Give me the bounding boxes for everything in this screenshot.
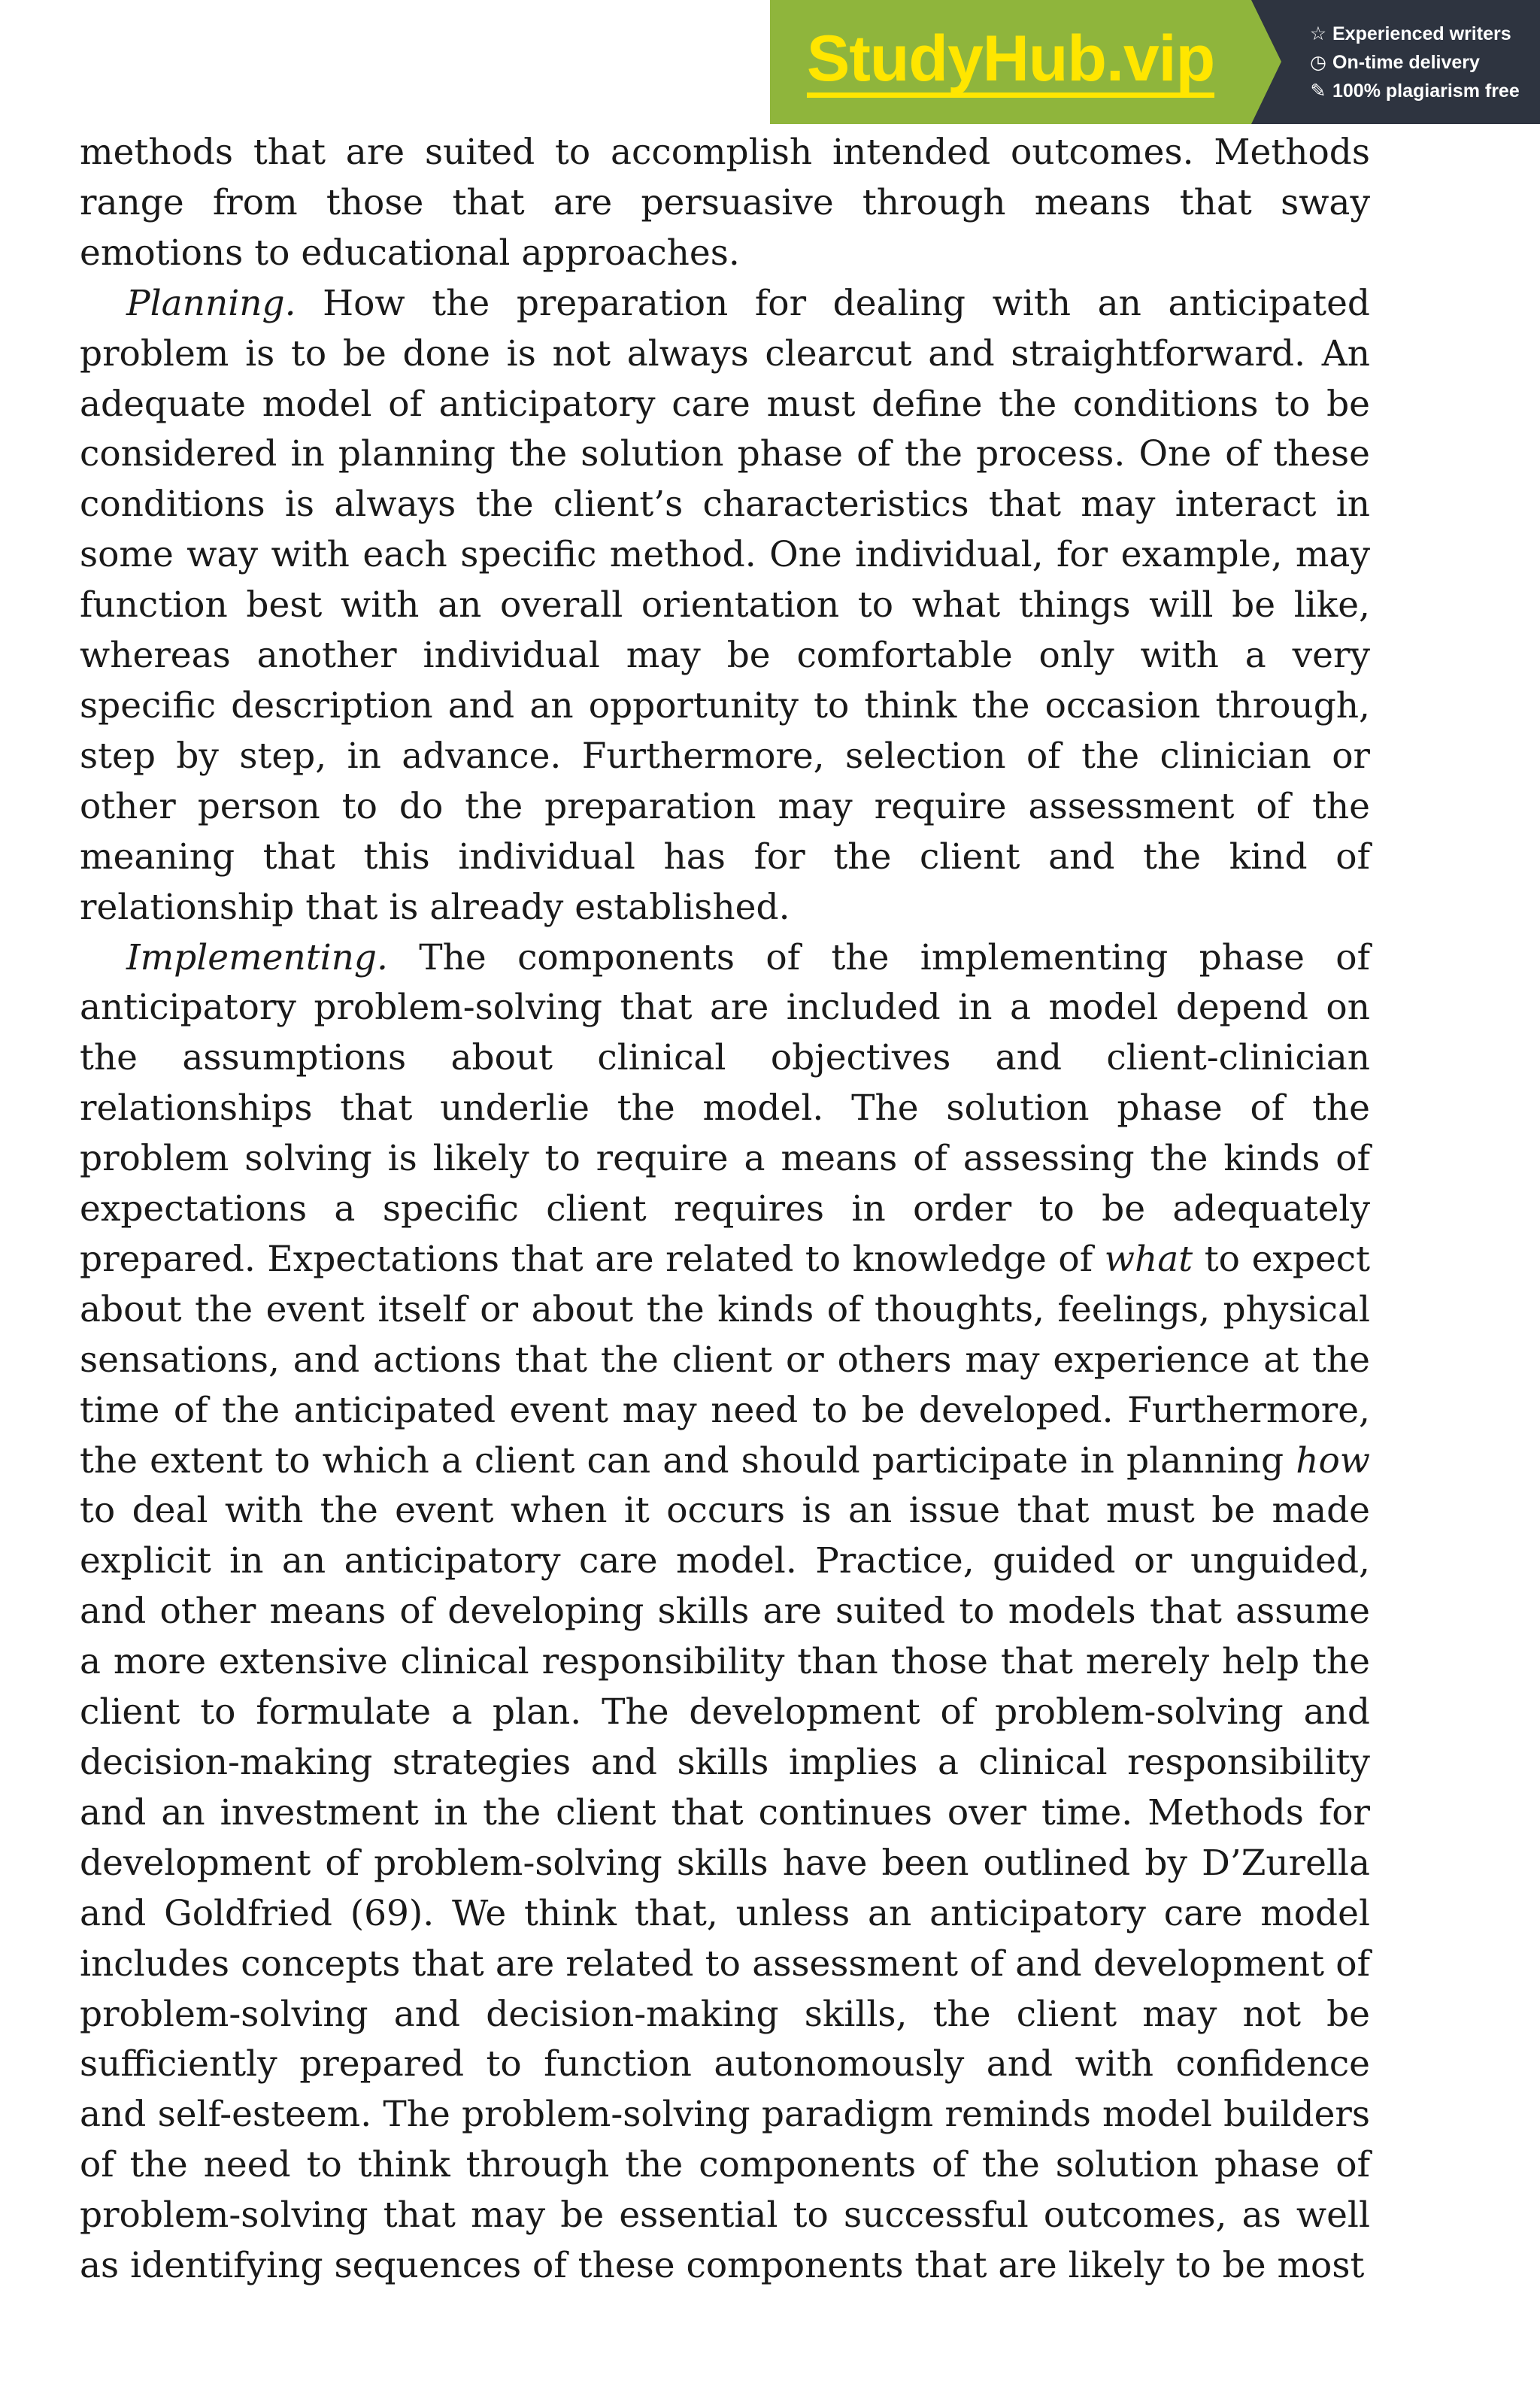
feature-on-time-delivery: [1307, 51, 1540, 74]
paragraph-methods: methods that are suited to accomplish intended outcomes. Methods range from those that are persuasive through means that sway emotions to educational approaches.: [80, 132, 1370, 274]
logo-text: StudyHub.vip: [807, 26, 1214, 98]
planning-heading: Planning.: [126, 282, 296, 324]
feature-label: Experienced writers: [1332, 23, 1511, 44]
document-icon: ✎: [1310, 80, 1326, 102]
implementing-heading: Implementing.: [126, 936, 388, 978]
emphasis-what: what: [1104, 1238, 1193, 1280]
clock-icon: ◷: [1310, 51, 1326, 73]
paragraph-implementing: [80, 933, 1370, 2291]
studyhub-logo[interactable]: [770, 0, 1251, 124]
emphasis-how: how: [1296, 1439, 1370, 1482]
star-icon: ☆: [1309, 23, 1327, 44]
implementing-text-c: to deal with the event when it occurs is an issue that must be made explicit in an anticipatory care model. Practice, guided or unguided, and other means of developing skills are suited to models that assume a more extensive clinical responsibility than those that merely help the client to formulate a plan. The development of problem-solving and decision-making strategies and skills implies a clinical responsibility and an investment in the client that continues over time. Methods for development of problem-solving skills have been outlined by D’Zurella and Goldfried (69). We think that, unless an anticipatory care model includes concepts that are related to assessment of and development of problem-solving and decision-making skills, the client may not be sufficiently prepared to function autonomously and with confidence and self-esteem. The problem-solving paradigm reminds model builders of the need to think through the components of the solution phase of problem-solving that may be essential to successful outcomes, as well as identifying sequences of these components that are likely to be most: [80, 1490, 1370, 2287]
implementing-text-a: The components of the implementing phase of anticipatory problem-solving that are included in a model depend on the assumptions about clinical objectives and client-clinician relationships that underlie the model. The solution phase of the problem solving is likely to require a means of assessing the kinds of expectations a specific client requires in order to be adequately prepared. Expectations that are related to knowledge of: [80, 936, 1370, 1280]
implementing-text-b: to expect about the event itself or about the kinds of thoughts, feelings, physical sensations, and actions that the client or others may experience at the time of the anticipated event may need to be developed. Furthermore, the extent to which a client can and should participate in planning: [80, 1238, 1370, 1482]
feature-plagiarism-free: [1307, 80, 1540, 102]
document-body: [80, 128, 1370, 2291]
feature-label: 100% plagiarism free: [1332, 80, 1520, 102]
studyhub-banner[interactable]: [770, 0, 1540, 124]
feature-experienced-writers: [1307, 23, 1540, 45]
planning-text: How the preparation for dealing with an anticipated problem is to be done is not always clearcut and straightforward. An adequate model of anticipatory care must define the conditions to be considered in planning the solution phase of the process. One of these conditions is always the client’s characteristics that may interact in some way with each specific method. One individual, for example, may function best with an overall orientation to what things will be like, whereas another individual may be comfortable only with a very specific description and an opportunity to think the occasion through, step by step, in advance. Furthermore, selection of the clinician or other person to do the preparation may require assessment of the meaning that this individual has for the client and the kind of relationship that is already established.: [80, 282, 1370, 928]
banner-features: [1251, 0, 1540, 124]
paragraph-planning: [80, 279, 1370, 933]
feature-label: On-time delivery: [1332, 51, 1480, 73]
